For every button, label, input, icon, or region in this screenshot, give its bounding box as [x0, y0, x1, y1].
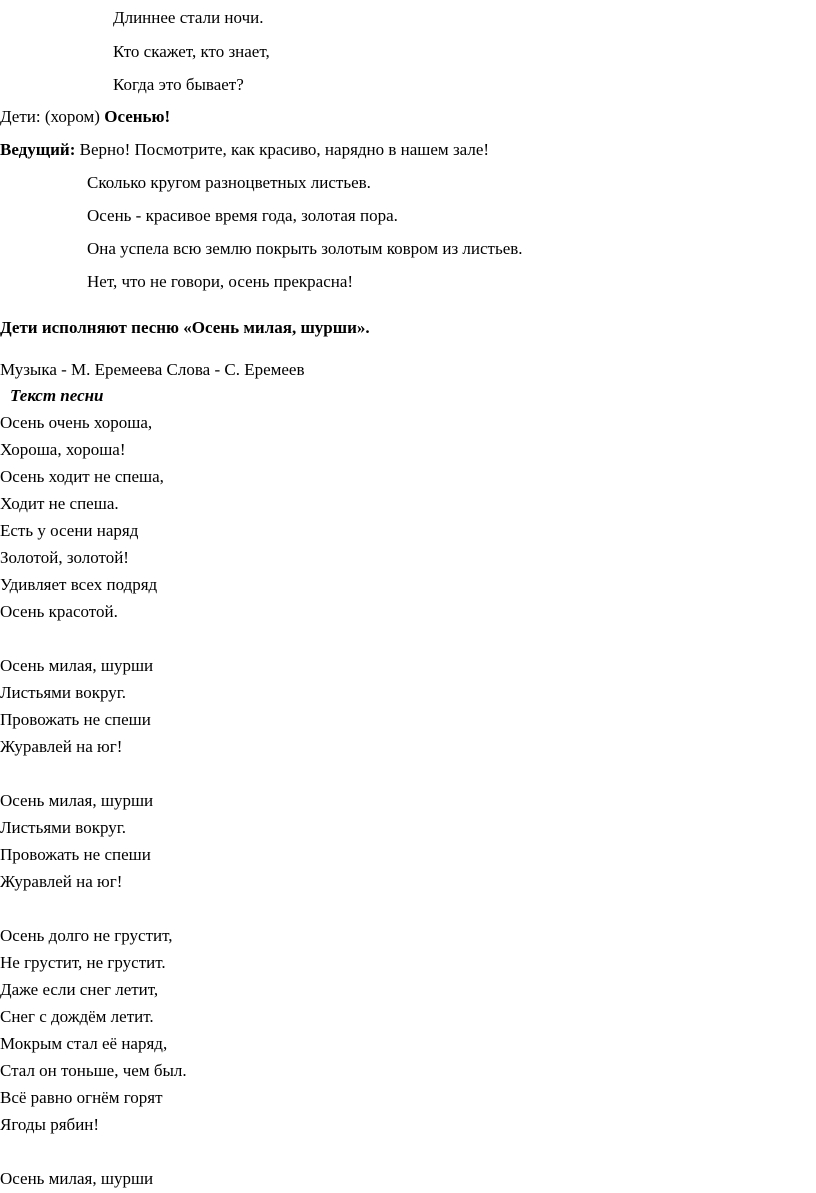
- chorus-line: Провожать не спеши: [0, 710, 151, 729]
- intro-verse-line: Длиннее стали ночи.: [113, 8, 264, 27]
- song-heading: Дети исполняют песню «Осень милая, шурши».: [0, 318, 370, 337]
- chorus-line: Осень милая, шурши: [0, 791, 154, 810]
- host-line: Нет, что не говори, осень прекрасна!: [87, 272, 354, 291]
- children-reply: [0, 107, 170, 127]
- song-credits: Музыка - М. Еремеева Слова - С. Еремеев: [0, 360, 305, 379]
- host-line: Сколько кругом разноцветных листьев.: [87, 173, 371, 192]
- chorus-line: Журавлей на юг!: [0, 737, 123, 756]
- lyrics-heading: Текст песни: [10, 386, 104, 405]
- lyric-line: Осень очень хороша,: [0, 413, 153, 432]
- children-reply-label: Дети: (хором): [0, 107, 105, 126]
- lyric-line: Осень ходит не спеша,: [0, 467, 164, 486]
- chorus-line: Осень милая, шурши: [0, 1169, 154, 1188]
- host-label: Ведущий:: [0, 140, 76, 159]
- lyric-line: Мокрым стал её наряд,: [0, 1034, 168, 1053]
- lyric-line: Не грустит, не грустит.: [0, 953, 166, 972]
- host-line: Она успела всю землю покрыть золотым ковром из листьев.: [87, 239, 523, 258]
- host-first-line-text: Верно! Посмотрите, как красиво, нарядно в нашем зале!: [75, 140, 490, 159]
- children-reply-answer: Осенью!: [104, 107, 171, 126]
- lyric-line: Осень долго не грустит,: [0, 926, 173, 945]
- host-line: Осень - красивое время года, золотая пора.: [87, 206, 398, 225]
- intro-verse-line: Когда это бывает?: [113, 75, 244, 94]
- host-first-line: [0, 140, 489, 160]
- chorus-line: Осень милая, шурши: [0, 656, 154, 675]
- lyric-line: Хороша, хороша!: [0, 440, 126, 459]
- intro-verse-line: Кто скажет, кто знает,: [113, 42, 270, 61]
- lyric-line: Стал он тоньше, чем был.: [0, 1061, 187, 1080]
- chorus-line: Провожать не спеши: [0, 845, 151, 864]
- lyric-line: Есть у осени наряд: [0, 521, 139, 540]
- lyric-line: Даже если снег летит,: [0, 980, 159, 999]
- lyric-line: Ягоды рябин!: [0, 1115, 100, 1134]
- lyric-line: Снег с дождём летит.: [0, 1007, 154, 1026]
- chorus-line: Журавлей на юг!: [0, 872, 123, 891]
- chorus-line: Листьями вокруг.: [0, 683, 127, 702]
- chorus-line: Листьями вокруг.: [0, 818, 127, 837]
- lyric-line: Удивляет всех подряд: [0, 575, 158, 594]
- lyric-line: Всё равно огнём горят: [0, 1088, 163, 1107]
- lyric-line: Золотой, золотой!: [0, 548, 129, 567]
- lyric-line: Осень красотой.: [0, 602, 118, 621]
- lyric-line: Ходит не спеша.: [0, 494, 119, 513]
